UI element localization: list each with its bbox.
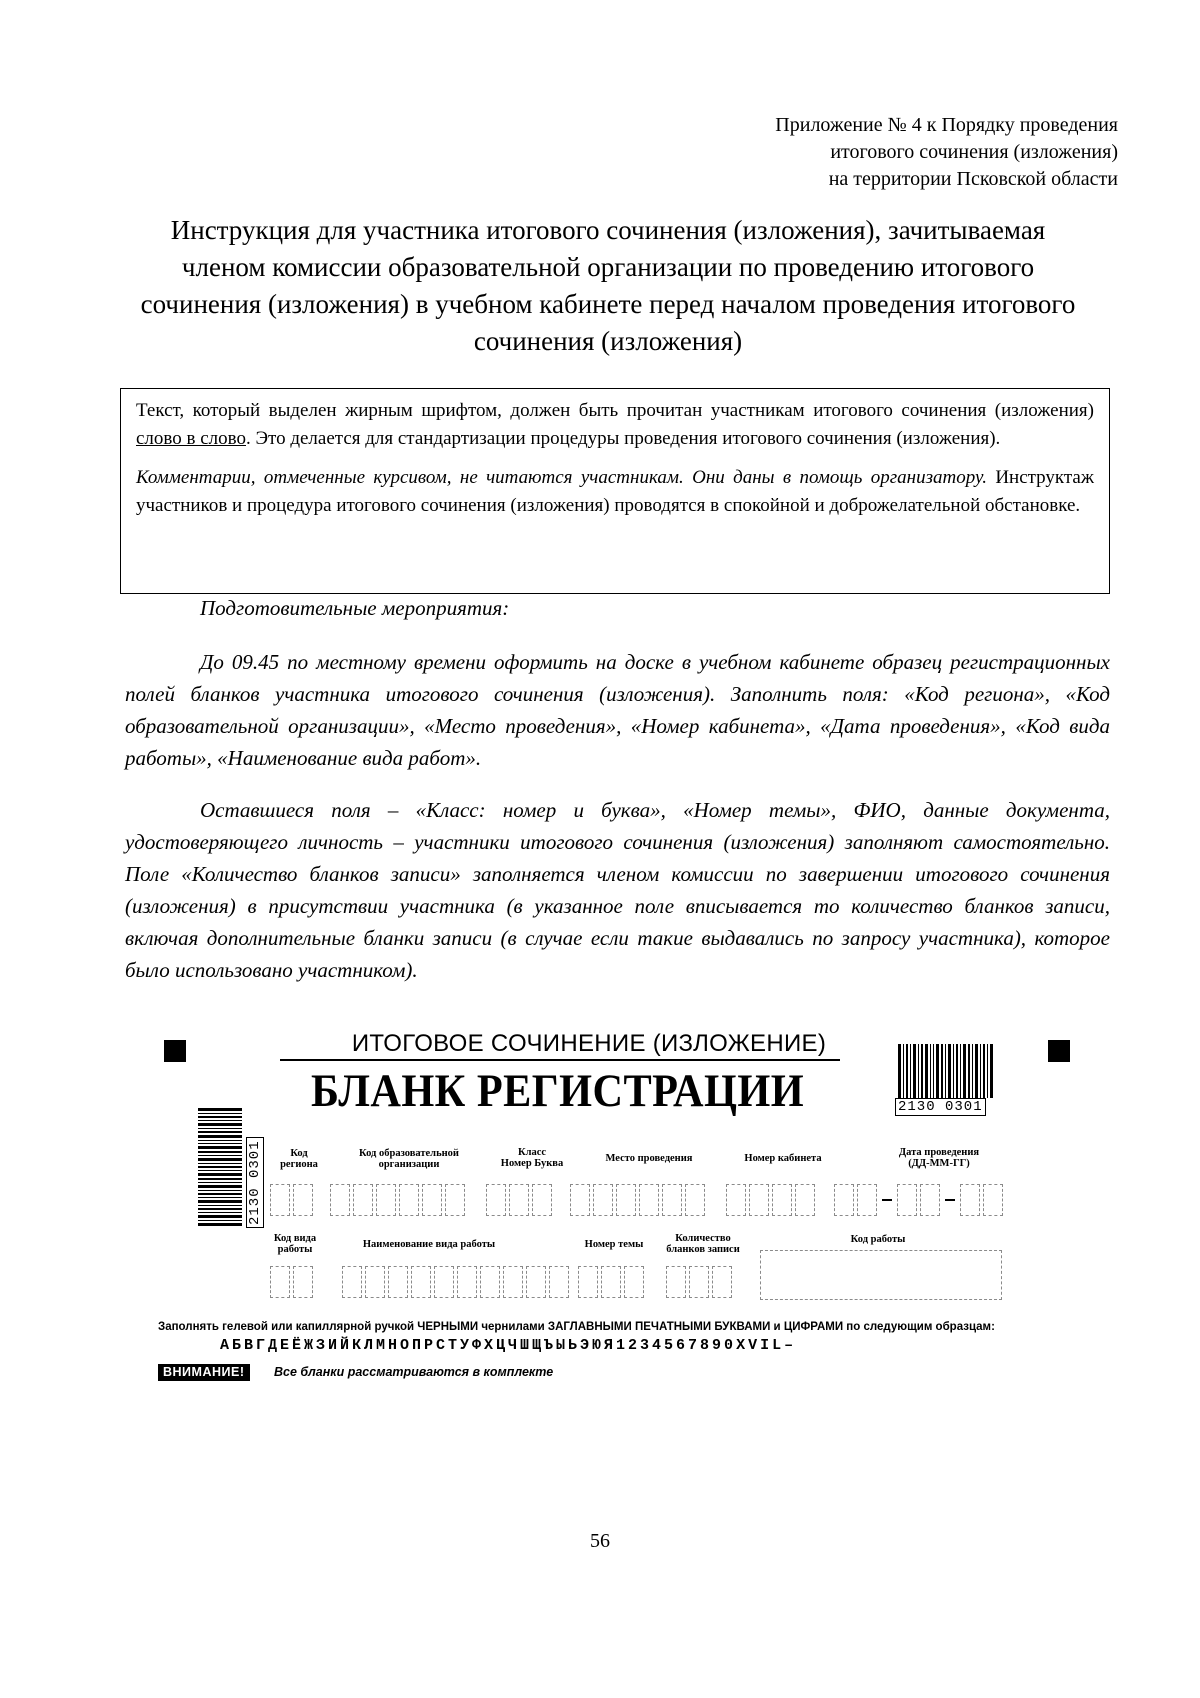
region-code-cell[interactable] — [270, 1184, 290, 1216]
org-code-cell[interactable] — [330, 1184, 350, 1216]
work-type-name-cell[interactable] — [365, 1266, 385, 1298]
warning-badge: ВНИМАНИЕ! — [158, 1364, 250, 1381]
class-cell[interactable] — [509, 1184, 529, 1216]
room-number-cell[interactable] — [726, 1184, 746, 1216]
rules-paragraph-italic — [136, 464, 1094, 520]
work-code-box[interactable] — [760, 1250, 1002, 1300]
room-number-cell[interactable] — [795, 1184, 815, 1216]
sample-characters: АБВГДЕЁЖЗИЙКЛМНОПРСТУФХЦЧШЩЪЫЬЭЮЯ1234567890XVIL– — [220, 1337, 797, 1354]
topic-number-cell[interactable] — [578, 1266, 598, 1298]
rules-text: Инструктаж участников и процедура итогового сочинения (изложения) проводятся в спокойной и доброжелательной обстановке. — [136, 467, 1094, 516]
title-line: членом комиссии образовательной организации по проведению итогового — [181, 252, 1035, 282]
date-cell[interactable] — [920, 1184, 940, 1216]
registration-form — [158, 1030, 1088, 1390]
rules-italic-text: Комментарии, отмеченные курсивом, не читаются участникам. Они даны в помощь организатору. — [136, 467, 987, 488]
date-dash — [945, 1199, 955, 1201]
instruction-paragraph: До 09.45 по местному времени оформить на доске в учебном кабинете образец регистрационных полей бланков участника итогового сочинения (изложения). Заполнить поля: «Код региона», «Код образовательной организации», «Место проведения», «Номер кабинета», «Дата проведения», «Код вида работы», «Наименование вида работ». — [125, 650, 1110, 770]
room-number-cell[interactable] — [749, 1184, 769, 1216]
vertical-barcode — [198, 1108, 242, 1226]
venue-cell[interactable] — [685, 1184, 705, 1216]
work-type-name-cell[interactable] — [388, 1266, 408, 1298]
vertical-barcode-number: 2130 0301 — [246, 1137, 264, 1228]
org-code-cell[interactable] — [376, 1184, 396, 1216]
warning-text: Все бланки рассматриваются в комплекте — [274, 1365, 554, 1379]
date-cell[interactable] — [834, 1184, 854, 1216]
rules-underlined-text: слово в слово — [136, 428, 246, 449]
work-type-name-cell[interactable] — [526, 1266, 546, 1298]
form-heading: БЛАНК РЕГИСТРАЦИИ — [311, 1065, 805, 1117]
org-code-cell[interactable] — [399, 1184, 419, 1216]
label-region-code: Код региона — [280, 1148, 318, 1170]
venue-cell[interactable] — [616, 1184, 636, 1216]
label-class-title: Класс — [517, 1147, 547, 1158]
sheets-count-cell[interactable] — [689, 1266, 709, 1298]
work-type-name-cell[interactable] — [434, 1266, 454, 1298]
date-cell[interactable] — [857, 1184, 877, 1216]
date-cell[interactable] — [897, 1184, 917, 1216]
form-title-rule — [280, 1059, 840, 1061]
appendix-note — [775, 112, 1118, 193]
label-date — [874, 1147, 1004, 1169]
fill-hint: Заполнять гелевой или капиллярной ручкой ЧЕРНЫМИ чернилами ЗАГЛАВНЫМИ ПЕЧАТНЫМИ БУКВАМИ и ЦИФРАМИ по следующим образцам: — [158, 1321, 995, 1333]
label-date-title: Дата проведения — [898, 1147, 980, 1158]
label-class-sub: Номер Буква — [500, 1158, 564, 1169]
page-number: 56 — [590, 1530, 610, 1552]
instruction-paragraph: Оставшиеся поля – «Класс: номер и буква», «Номер темы», ФИО, данные документа, удостоверяющего личность – участники итогового сочинения (изложения) заполняют самостоятельно. Поле «Количество бланков записи» заполняется членом комиссии по завершении итогового сочинения (изложения) в присутствии участника (в указанное поле вписывается то количество бланков записи, включая дополнительные бланки записи (в случае если такие выдавались по запросу участника), которое было использовано участником). — [125, 798, 1110, 982]
org-code-cell[interactable] — [422, 1184, 442, 1216]
label-work-code: Код работы — [850, 1234, 906, 1245]
label-class — [494, 1147, 570, 1169]
vertical-barcode-number-wrap — [245, 1106, 261, 1226]
work-type-code-cell[interactable] — [293, 1266, 313, 1298]
title-line: Инструкция для участника итогового сочинения (изложения), зачитываемая — [170, 215, 1046, 245]
corner-marker — [164, 1040, 186, 1062]
work-type-name-cell[interactable] — [480, 1266, 500, 1298]
region-code-cell[interactable] — [293, 1184, 313, 1216]
title-line: сочинения (изложения) — [473, 326, 743, 356]
rules-text: Текст, который выделен жирным шрифтом, должен быть прочитан участникам итогового сочинения (изложения) — [136, 400, 1094, 421]
venue-cell[interactable] — [662, 1184, 682, 1216]
corner-marker — [1048, 1040, 1070, 1062]
date-cell[interactable] — [960, 1184, 980, 1216]
topic-number-cell[interactable] — [624, 1266, 644, 1298]
barcode-number: 2130 0301 — [895, 1098, 986, 1116]
work-type-name-cell[interactable] — [549, 1266, 569, 1298]
org-code-cell[interactable] — [353, 1184, 373, 1216]
label-work-type-name: Наименование вида работы — [362, 1239, 496, 1250]
label-sheets-count: Количество бланков записи — [666, 1233, 740, 1255]
org-code-cell[interactable] — [445, 1184, 465, 1216]
work-type-name-cell[interactable] — [457, 1266, 477, 1298]
work-type-name-cell[interactable] — [411, 1266, 431, 1298]
document-title — [120, 212, 1096, 360]
barcode — [898, 1044, 994, 1098]
label-org-code: Код образовательной организации — [359, 1148, 459, 1170]
rules-paragraph-bold — [136, 397, 1094, 453]
sheets-count-cell[interactable] — [666, 1266, 686, 1298]
work-type-code-cell[interactable] — [270, 1266, 290, 1298]
appendix-line: Приложение № 4 к Порядку проведения — [775, 114, 1118, 136]
label-topic-number: Номер темы — [584, 1239, 644, 1250]
room-number-cell[interactable] — [772, 1184, 792, 1216]
venue-cell[interactable] — [593, 1184, 613, 1216]
preparation-heading: Подготовительные мероприятия: — [200, 596, 510, 620]
work-type-name-cell[interactable] — [342, 1266, 362, 1298]
reading-rules-box — [120, 388, 1110, 594]
class-cell[interactable] — [486, 1184, 506, 1216]
rules-text: . Это делается для стандартизации процедуры проведения итогового сочинения (изложения). — [245, 428, 1001, 449]
venue-cell[interactable] — [570, 1184, 590, 1216]
venue-cell[interactable] — [639, 1184, 659, 1216]
label-venue: Место проведения — [605, 1153, 693, 1164]
label-date-format: (ДД-ММ-ГГ) — [908, 1158, 970, 1169]
class-cell[interactable] — [532, 1184, 552, 1216]
date-cell[interactable] — [983, 1184, 1003, 1216]
appendix-line: итогового сочинения (изложения) — [830, 141, 1118, 163]
sheets-count-cell[interactable] — [712, 1266, 732, 1298]
label-work-type-code: Код вида работы — [273, 1233, 317, 1255]
title-line: сочинения (изложения) в учебном кабинете перед началом проведения итогового — [140, 289, 1076, 319]
topic-number-cell[interactable] — [601, 1266, 621, 1298]
date-dash — [882, 1199, 892, 1201]
label-room-number: Номер кабинета — [744, 1153, 822, 1164]
form-title: ИТОГОВОЕ СОЧИНЕНИЕ (ИЗЛОЖЕНИЕ) — [351, 1030, 827, 1057]
appendix-line: на территории Псковской области — [828, 168, 1118, 190]
work-type-name-cell[interactable] — [503, 1266, 523, 1298]
